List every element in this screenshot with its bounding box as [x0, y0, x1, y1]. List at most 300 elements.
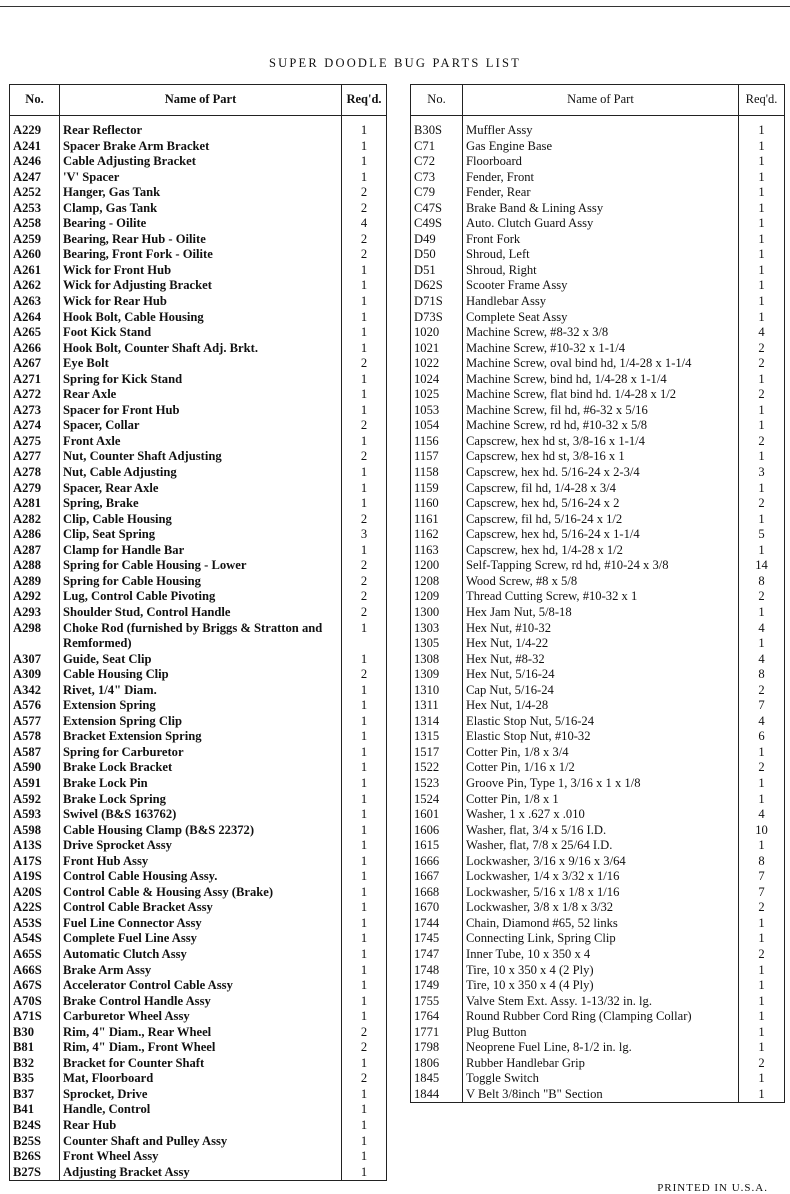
quantity-required: 2 [342, 247, 387, 263]
part-number: 1748 [411, 963, 463, 979]
part-name: Connecting Link, Spring Clip [463, 931, 739, 947]
part-number: D71S [411, 294, 463, 310]
part-number: B81 [10, 1040, 60, 1056]
table-row [411, 278, 785, 294]
quantity-required: 1 [739, 139, 785, 155]
quantity-required: 2 [739, 683, 785, 699]
quantity-required: 1 [342, 278, 387, 294]
quantity-required: 1 [342, 1118, 387, 1134]
quantity-required: 8 [739, 667, 785, 683]
table-row [411, 652, 785, 668]
part-name: Spacer Brake Arm Bracket [60, 139, 342, 155]
part-number: B25S [10, 1134, 60, 1150]
table-row [411, 760, 785, 776]
quantity-required: 2 [342, 589, 387, 605]
table-row [411, 994, 785, 1010]
part-number: A262 [10, 278, 60, 294]
part-name: Fender, Front [463, 170, 739, 186]
table-row [10, 496, 387, 512]
table-row [411, 294, 785, 310]
table-row [411, 963, 785, 979]
quantity-required: 4 [342, 216, 387, 232]
table-row [10, 714, 387, 730]
table-row [10, 201, 387, 217]
table-header-row [411, 85, 785, 116]
part-name: Cotter Pin, 1/16 x 1/2 [463, 760, 739, 776]
quantity-required: 2 [342, 574, 387, 590]
part-name: Swivel (B&S 163762) [60, 807, 342, 823]
quantity-required: 4 [739, 652, 785, 668]
part-name: Spring for Cable Housing - Lower [60, 558, 342, 574]
part-name: Thread Cutting Screw, #10-32 x 1 [463, 589, 739, 605]
table-row [411, 978, 785, 994]
table-row [10, 372, 387, 388]
part-number: A260 [10, 247, 60, 263]
table-row [411, 403, 785, 419]
part-name: Spacer for Front Hub [60, 403, 342, 419]
part-name: Lockwasher, 5/16 x 1/8 x 1/16 [463, 885, 739, 901]
quantity-required: 1 [739, 263, 785, 279]
part-number: A593 [10, 807, 60, 823]
part-number: 1524 [411, 792, 463, 808]
table-row [10, 1009, 387, 1025]
quantity-required: 1 [739, 170, 785, 186]
quantity-required: 1 [342, 792, 387, 808]
printed-in-usa: PRINTED IN U.S.A. [657, 1182, 768, 1194]
table-row [411, 216, 785, 232]
part-name: Front Axle [60, 434, 342, 450]
quantity-required: 1 [342, 823, 387, 839]
quantity-required: 1 [342, 1102, 387, 1118]
table-row [411, 574, 785, 590]
quantity-required: 1 [342, 683, 387, 699]
table-row [411, 1040, 785, 1056]
part-name: Spring for Kick Stand [60, 372, 342, 388]
quantity-required: 4 [739, 714, 785, 730]
table-row [411, 387, 785, 403]
part-name: Shroud, Right [463, 263, 739, 279]
table-row [10, 1118, 387, 1134]
part-name: Washer, flat, 3/4 x 5/16 I.D. [463, 823, 739, 839]
part-name: Spring for Carburetor [60, 745, 342, 761]
quantity-required: 2 [342, 185, 387, 201]
part-number: 1615 [411, 838, 463, 854]
part-name: Hex Nut, 1/4-28 [463, 698, 739, 714]
header-no: No. [411, 85, 463, 116]
quantity-required: 2 [342, 1040, 387, 1056]
part-name: Inner Tube, 10 x 350 x 4 [463, 947, 739, 963]
quantity-required: 1 [342, 139, 387, 155]
part-name: Hex Nut, 5/16-24 [463, 667, 739, 683]
part-number: A70S [10, 994, 60, 1010]
part-number: 1024 [411, 372, 463, 388]
quantity-required: 4 [739, 325, 785, 341]
part-name: Sprocket, Drive [60, 1087, 342, 1103]
quantity-required: 1 [342, 994, 387, 1010]
part-number: A275 [10, 434, 60, 450]
part-name: Rim, 4" Diam., Rear Wheel [60, 1025, 342, 1041]
part-number: A576 [10, 698, 60, 714]
quantity-required: 1 [342, 963, 387, 979]
part-number: A229 [10, 123, 60, 139]
quantity-required: 1 [342, 1056, 387, 1072]
quantity-required: 2 [342, 512, 387, 528]
header-req: Req'd. [342, 85, 387, 116]
part-number: A241 [10, 139, 60, 155]
part-name: Hex Nut, #10-32 [463, 621, 739, 637]
part-number: 1310 [411, 683, 463, 699]
table-row [10, 1149, 387, 1165]
part-name: Fuel Line Connector Assy [60, 916, 342, 932]
part-name: 'V' Spacer [60, 170, 342, 186]
quantity-required: 1 [342, 916, 387, 932]
part-name: Front Wheel Assy [60, 1149, 342, 1165]
table-row [411, 356, 785, 372]
quantity-required: 1 [739, 154, 785, 170]
part-name: Hook Bolt, Cable Housing [60, 310, 342, 326]
quantity-required: 1 [739, 185, 785, 201]
table-row [10, 838, 387, 854]
table-row [411, 543, 785, 559]
quantity-required: 1 [342, 154, 387, 170]
table-row [10, 1087, 387, 1103]
parts-table-left-body [10, 116, 387, 1181]
part-name: Carburetor Wheel Assy [60, 1009, 342, 1025]
quantity-required: 1 [342, 652, 387, 668]
quantity-required: 1 [739, 978, 785, 994]
part-number: A577 [10, 714, 60, 730]
part-number: A278 [10, 465, 60, 481]
part-name: Fender, Rear [463, 185, 739, 201]
part-name: Hex Nut, 1/4-22 [463, 636, 739, 652]
table-row [411, 931, 785, 947]
table-row [10, 963, 387, 979]
part-number: 1601 [411, 807, 463, 823]
quantity-required: 1 [342, 1165, 387, 1181]
part-number: A54S [10, 931, 60, 947]
part-number: 1755 [411, 994, 463, 1010]
quantity-required: 4 [739, 807, 785, 823]
part-name: Toggle Switch [463, 1071, 739, 1087]
quantity-required: 1 [739, 232, 785, 248]
quantity-required: 1 [342, 1087, 387, 1103]
quantity-required: 1 [342, 1134, 387, 1150]
part-number: A271 [10, 372, 60, 388]
table-row [10, 341, 387, 357]
part-number: A19S [10, 869, 60, 885]
part-name: Handlebar Assy [463, 294, 739, 310]
table-row [10, 1134, 387, 1150]
table-row [10, 574, 387, 590]
table-row [411, 1009, 785, 1025]
table-row [10, 869, 387, 885]
table-row [411, 854, 785, 870]
part-name: Handle, Control [60, 1102, 342, 1118]
part-name: Brake Lock Pin [60, 776, 342, 792]
part-name: Valve Stem Ext. Assy. 1-13/32 in. lg. [463, 994, 739, 1010]
part-name: Plug Button [463, 1025, 739, 1041]
table-row [10, 356, 387, 372]
part-number: 1745 [411, 931, 463, 947]
table-row [411, 418, 785, 434]
table-row [10, 185, 387, 201]
quantity-required: 1 [342, 294, 387, 310]
quantity-required: 1 [342, 714, 387, 730]
table-row [411, 232, 785, 248]
table-row [10, 449, 387, 465]
header-name: Name of Part [60, 85, 342, 116]
quantity-required: 1 [342, 543, 387, 559]
table-row [10, 605, 387, 621]
part-name: Bearing - Oilite [60, 216, 342, 232]
part-name: Counter Shaft and Pulley Assy [60, 1134, 342, 1150]
part-name: Capscrew, hex hd st, 3/8-16 x 1 [463, 449, 739, 465]
quantity-required: 1 [739, 278, 785, 294]
quantity-required: 2 [739, 589, 785, 605]
quantity-required: 2 [739, 496, 785, 512]
part-number: C71 [411, 139, 463, 155]
part-name: Control Cable Housing Assy. [60, 869, 342, 885]
part-number: A66S [10, 963, 60, 979]
table-row [10, 232, 387, 248]
part-name: Clamp for Handle Bar [60, 543, 342, 559]
quantity-required: 4 [739, 621, 785, 637]
part-name: Self-Tapping Screw, rd hd, #10-24 x 3/8 [463, 558, 739, 574]
part-name: Capscrew, hex hd st, 3/8-16 x 1-1/4 [463, 434, 739, 450]
table-row [411, 465, 785, 481]
part-name: Brake Lock Bracket [60, 760, 342, 776]
part-number: 1606 [411, 823, 463, 839]
part-name: Gas Engine Base [463, 139, 739, 155]
part-number: A309 [10, 667, 60, 683]
part-number: A591 [10, 776, 60, 792]
table-row [10, 776, 387, 792]
part-number: A252 [10, 185, 60, 201]
part-number: A22S [10, 900, 60, 916]
quantity-required: 1 [342, 885, 387, 901]
part-number: A307 [10, 652, 60, 668]
part-number: A592 [10, 792, 60, 808]
part-number: 1314 [411, 714, 463, 730]
table-row [411, 807, 785, 823]
table-row [411, 496, 785, 512]
quantity-required: 1 [342, 434, 387, 450]
part-number: 1523 [411, 776, 463, 792]
quantity-required: 2 [739, 1056, 785, 1072]
part-number: 1744 [411, 916, 463, 932]
table-row [10, 1025, 387, 1041]
table-row [10, 512, 387, 528]
part-number: B37 [10, 1087, 60, 1103]
table-row [10, 434, 387, 450]
quantity-required: 1 [739, 123, 785, 139]
table-row [411, 636, 785, 652]
table-row [411, 885, 785, 901]
table-row [411, 527, 785, 543]
part-number: A253 [10, 201, 60, 217]
quantity-required: 1 [739, 216, 785, 232]
part-number: A246 [10, 154, 60, 170]
part-number: C49S [411, 216, 463, 232]
part-number: A298 [10, 621, 60, 652]
part-name: Machine Screw, flat bind hd. 1/4-28 x 1/2 [463, 387, 739, 403]
part-number: A587 [10, 745, 60, 761]
quantity-required: 10 [739, 823, 785, 839]
part-name: Cable Housing Clamp (B&S 22372) [60, 823, 342, 839]
table-row [411, 434, 785, 450]
part-number: 1208 [411, 574, 463, 590]
part-number: 1021 [411, 341, 463, 357]
part-name: Brake Lock Spring [60, 792, 342, 808]
part-number: B35 [10, 1071, 60, 1087]
part-number: 1161 [411, 512, 463, 528]
quantity-required: 1 [342, 760, 387, 776]
part-name: Clip, Cable Housing [60, 512, 342, 528]
part-number: 1806 [411, 1056, 463, 1072]
quantity-required: 1 [739, 512, 785, 528]
part-name: Nut, Cable Adjusting [60, 465, 342, 481]
part-name: Clip, Seat Spring [60, 527, 342, 543]
part-name: Mat, Floorboard [60, 1071, 342, 1087]
part-number: B41 [10, 1102, 60, 1118]
quantity-required: 1 [342, 465, 387, 481]
part-number: A267 [10, 356, 60, 372]
quantity-required: 1 [739, 745, 785, 761]
part-name: Cotter Pin, 1/8 x 3/4 [463, 745, 739, 761]
quantity-required: 1 [342, 263, 387, 279]
part-name: Lockwasher, 3/8 x 1/8 x 3/32 [463, 900, 739, 916]
part-number: A258 [10, 216, 60, 232]
part-number: A578 [10, 729, 60, 745]
table-row [10, 247, 387, 263]
part-number: A287 [10, 543, 60, 559]
table-row [10, 263, 387, 279]
part-number: C79 [411, 185, 463, 201]
table-row [411, 310, 785, 326]
table-row [411, 792, 785, 808]
quantity-required: 1 [739, 605, 785, 621]
part-name: Machine Screw, fil hd, #6-32 x 5/16 [463, 403, 739, 419]
part-number: 1022 [411, 356, 463, 372]
part-name: Bearing, Rear Hub - Oilite [60, 232, 342, 248]
quantity-required: 1 [342, 698, 387, 714]
table-row [411, 776, 785, 792]
table-row [10, 916, 387, 932]
part-number: A281 [10, 496, 60, 512]
table-row [10, 418, 387, 434]
quantity-required: 2 [739, 341, 785, 357]
part-name: Guide, Seat Clip [60, 652, 342, 668]
quantity-required: 1 [342, 170, 387, 186]
part-number: D50 [411, 247, 463, 263]
part-number: 1025 [411, 387, 463, 403]
quantity-required: 1 [342, 776, 387, 792]
part-number: 1667 [411, 869, 463, 885]
table-row [411, 729, 785, 745]
part-number: A286 [10, 527, 60, 543]
header-no: No. [10, 85, 60, 116]
table-row [411, 714, 785, 730]
table-row [10, 387, 387, 403]
part-name: Bracket for Counter Shaft [60, 1056, 342, 1072]
part-number: 1315 [411, 729, 463, 745]
part-name: Capscrew, hex hd. 5/16-24 x 2-3/4 [463, 465, 739, 481]
part-number: A282 [10, 512, 60, 528]
part-number: A65S [10, 947, 60, 963]
part-number: A20S [10, 885, 60, 901]
quantity-required: 1 [342, 123, 387, 139]
part-number: A266 [10, 341, 60, 357]
table-row [10, 310, 387, 326]
table-row [10, 885, 387, 901]
part-name: Rear Axle [60, 387, 342, 403]
part-name: Capscrew, hex hd, 5/16-24 x 2 [463, 496, 739, 512]
quantity-required: 1 [739, 294, 785, 310]
quantity-required: 2 [739, 760, 785, 776]
table-row [10, 1071, 387, 1087]
part-number: B26S [10, 1149, 60, 1165]
table-row [411, 154, 785, 170]
part-name: Hook Bolt, Counter Shaft Adj. Brkt. [60, 341, 342, 357]
part-number: A17S [10, 854, 60, 870]
part-name: Cotter Pin, 1/8 x 1 [463, 792, 739, 808]
quantity-required: 1 [342, 978, 387, 994]
page-title: SUPER DOODLE BUG PARTS LIST [269, 56, 521, 70]
part-name: Elastic Stop Nut, #10-32 [463, 729, 739, 745]
table-row [10, 698, 387, 714]
part-name: Control Cable & Housing Assy (Brake) [60, 885, 342, 901]
quantity-required: 2 [342, 1025, 387, 1041]
table-row [10, 807, 387, 823]
part-number: B32 [10, 1056, 60, 1072]
table-row [411, 900, 785, 916]
part-name: Lockwasher, 1/4 x 3/32 x 1/16 [463, 869, 739, 885]
part-number: A263 [10, 294, 60, 310]
table-row [10, 947, 387, 963]
quantity-required: 1 [342, 325, 387, 341]
part-number: 1764 [411, 1009, 463, 1025]
part-name: Bearing, Front Fork - Oilite [60, 247, 342, 263]
table-row [411, 201, 785, 217]
part-number: B27S [10, 1165, 60, 1181]
quantity-required: 2 [342, 449, 387, 465]
part-number: A71S [10, 1009, 60, 1025]
part-name: Lug, Control Cable Pivoting [60, 589, 342, 605]
part-number: 1160 [411, 496, 463, 512]
quantity-required: 1 [342, 341, 387, 357]
part-number: 1200 [411, 558, 463, 574]
part-number: 1053 [411, 403, 463, 419]
part-name: Shoulder Stud, Control Handle [60, 605, 342, 621]
part-name: Front Hub Assy [60, 854, 342, 870]
part-number: A13S [10, 838, 60, 854]
quantity-required: 2 [739, 434, 785, 450]
part-number: 1670 [411, 900, 463, 916]
table-row [411, 823, 785, 839]
quantity-required: 1 [739, 931, 785, 947]
table-row [411, 341, 785, 357]
part-number: B24S [10, 1118, 60, 1134]
quantity-required: 3 [739, 465, 785, 481]
part-name: Drive Sprocket Assy [60, 838, 342, 854]
table-row [411, 263, 785, 279]
part-number: A293 [10, 605, 60, 621]
part-number: 1156 [411, 434, 463, 450]
table-row [10, 403, 387, 419]
quantity-required: 1 [739, 1071, 785, 1087]
table-row [411, 1025, 785, 1041]
part-number: C73 [411, 170, 463, 186]
